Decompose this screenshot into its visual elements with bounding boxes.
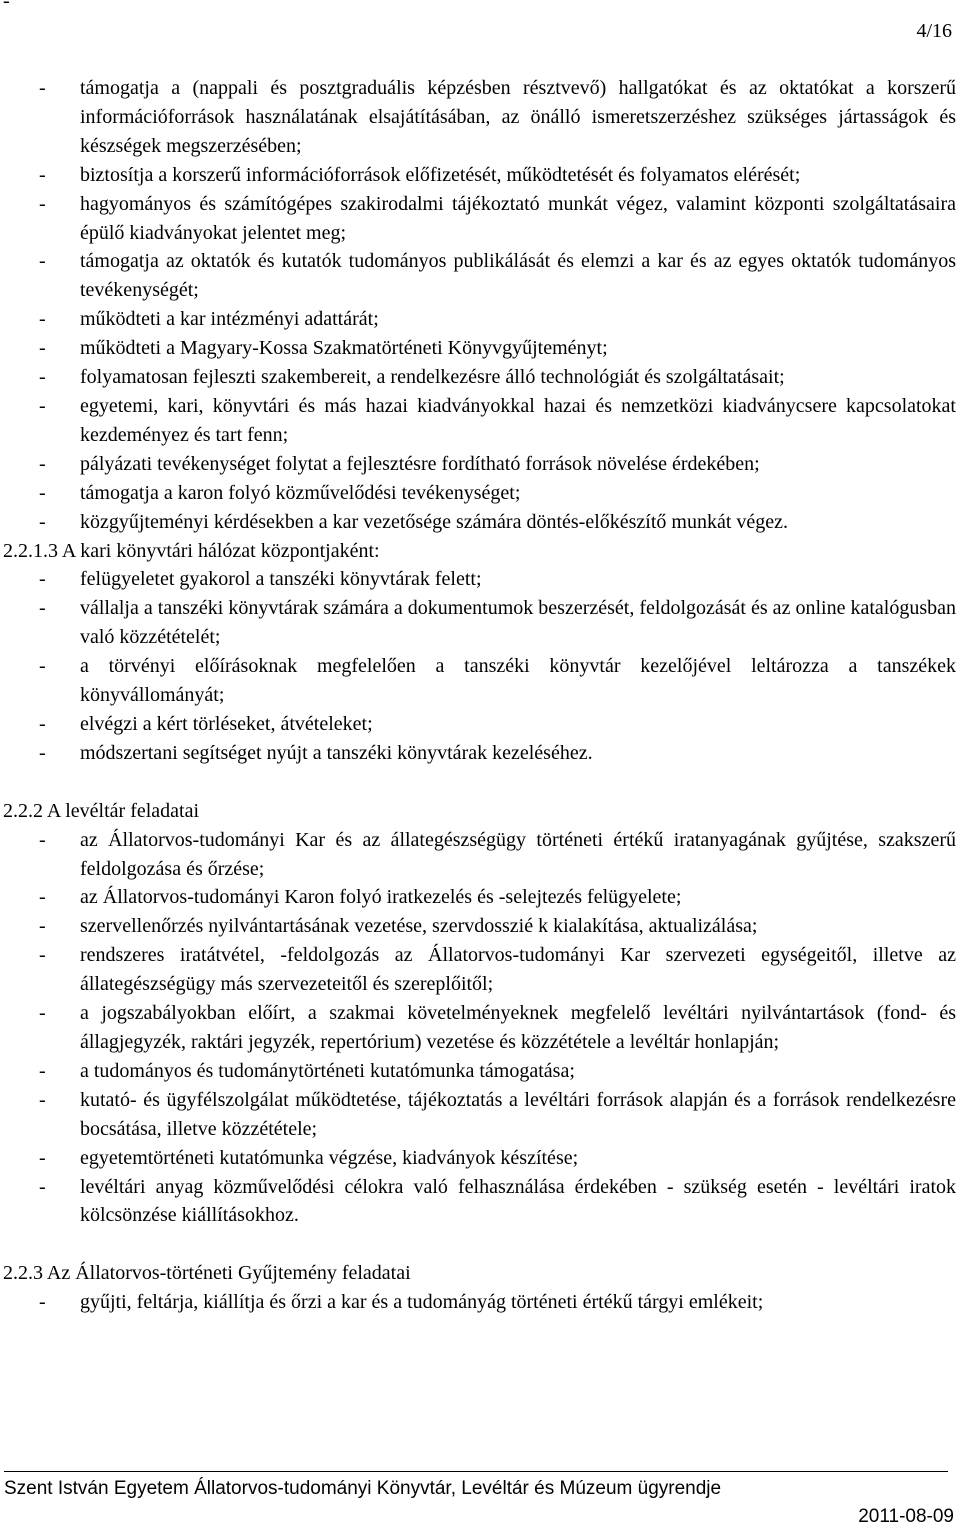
list-item bbox=[0, 508, 960, 537]
section-archive-tasks bbox=[0, 826, 960, 1231]
list-item-text: működteti a kar intézményi adattárát; bbox=[80, 308, 379, 331]
list-item bbox=[0, 710, 960, 739]
list-item-text: gyűjti, feltárja, kiállítja és őrzi a kar és a tudományág történeti értékű tárgyi emlékeit; bbox=[80, 1291, 764, 1314]
section-heading-collection: 2.2.3 Az Állatorvos-történeti Gyűjtemény feladatai bbox=[3, 1262, 411, 1285]
bullet-dash: - bbox=[39, 510, 46, 533]
list-item bbox=[0, 1173, 960, 1231]
bullet-dash: - bbox=[39, 163, 46, 186]
list-item-text: támogatja az oktatók és kutatók tudományos publikálását és elemzi a kar és az egyes oktatók tudományos tevékenységét; bbox=[80, 250, 956, 302]
list-item bbox=[0, 739, 960, 768]
list-item bbox=[0, 161, 960, 190]
list-item bbox=[0, 826, 960, 884]
list-item bbox=[0, 247, 960, 305]
bullet-dash: - bbox=[39, 828, 46, 851]
list-item bbox=[0, 190, 960, 248]
list-item-text: az Állatorvos-tudományi Karon folyó iratkezelés és -selejtezés felügyelete; bbox=[80, 886, 682, 909]
bullet-dash: - bbox=[39, 1291, 46, 1314]
list-item bbox=[0, 392, 960, 450]
list-item-text: támogatja a karon folyó közművelődési tevékenységet; bbox=[80, 481, 521, 504]
bullet-dash: - bbox=[39, 1002, 46, 1025]
bullet-dash: - bbox=[39, 1146, 46, 1169]
list-item bbox=[0, 912, 960, 941]
list-item-text: működteti a Magyary-Kossa Szakmatörténeti Könyvgyűjteményt; bbox=[80, 337, 608, 360]
list-item bbox=[0, 594, 960, 652]
list-item bbox=[0, 999, 960, 1057]
bullet-dash: - bbox=[39, 1088, 46, 1111]
list-item bbox=[0, 565, 960, 594]
list-item bbox=[0, 883, 960, 912]
list-item bbox=[0, 1144, 960, 1173]
bullet-dash: - bbox=[39, 394, 46, 417]
list-item-text: folyamatosan fejleszti szakembereit, a rendelkezésre álló technológiát és szolgáltatásait; bbox=[80, 366, 785, 389]
section-library-network bbox=[0, 565, 960, 767]
document-body bbox=[0, 74, 960, 1317]
list-item-text: vállalja a tanszéki könyvtárak számára a dokumentumok beszerzését, feldolgozását és az online katalógusban való közzétételét; bbox=[80, 597, 956, 649]
list-item bbox=[0, 363, 960, 392]
bullet-dash: - bbox=[39, 366, 46, 389]
section-library-tasks bbox=[0, 74, 960, 537]
section-collection-tasks bbox=[0, 1288, 960, 1317]
list-item bbox=[0, 941, 960, 999]
bullet-dash: - bbox=[39, 597, 46, 620]
bullet-dash: - bbox=[39, 250, 46, 273]
list-item-text: a jogszabályokban előírt, a szakmai követelményeknek megfelelő levéltári nyilvántartások (fond- és állagjegyzék, raktári jegyzék, repertórium) vezetése és közzététele a levéltár honlapján; bbox=[80, 1002, 956, 1053]
list-item-text: szervellenőrzés nyilvántartásának vezetése, szervdosszié k kialakítása, aktualizálása; bbox=[80, 915, 758, 938]
list-item-text: módszertani segítséget nyújt a tanszéki könyvtárak kezeléséhez. bbox=[80, 741, 593, 764]
page-number: 4/16 bbox=[916, 20, 952, 42]
bullet-dash: - bbox=[39, 308, 46, 331]
list-item-text: egyetemi, kari, könyvtári és más hazai kiadványokkal hazai és nemzetközi kiadványcsere kapcsolatokat kezdeményez és tart fenn; bbox=[80, 394, 956, 446]
list-item-text: hagyományos és számítógépes szakirodalmi tájékoztató munkát végez, valamint központi szolgáltatásaira épülő kiadványokat jelentet meg; bbox=[80, 192, 956, 244]
list-item bbox=[0, 1086, 960, 1144]
list-item bbox=[0, 450, 960, 479]
footer-title: Szent István Egyetem Állatorvos-tudományi Könyvtár, Levéltár és Múzeum ügyrendje bbox=[4, 1478, 722, 1499]
list-item bbox=[0, 305, 960, 334]
top-mark: - bbox=[3, 0, 10, 12]
section-heading-library-network: 2.2.1.3 A kari könyvtári hálózat központjaként: bbox=[3, 539, 380, 562]
list-item-text: a tudományos és tudománytörténeti kutatómunka támogatása; bbox=[80, 1059, 575, 1082]
bullet-dash: - bbox=[39, 481, 46, 504]
bullet-dash: - bbox=[39, 568, 46, 591]
bullet-dash: - bbox=[39, 655, 46, 678]
list-item-text: közgyűjteményi kérdésekben a kar vezetősége számára döntés-előkészítő munkát végez. bbox=[80, 510, 789, 533]
list-item bbox=[0, 652, 960, 710]
list-item-text: biztosítja a korszerű információforrások előfizetését, működtetését és folyamatos elérését; bbox=[80, 163, 801, 186]
bullet-dash: - bbox=[39, 886, 46, 909]
list-item bbox=[0, 1057, 960, 1086]
list-item-text: kutató- és ügyfélszolgálat működtetése, tájékoztatás a levéltári források alapján és a források rendelkezésre bocsátása, illetve közzététele; bbox=[80, 1088, 956, 1140]
bullet-dash: - bbox=[39, 77, 46, 99]
section-heading-archive: 2.2.2 A levéltár feladatai bbox=[3, 799, 200, 822]
list-item-text: támogatja a (nappali és posztgraduális képzésben résztvevő) hallgatókat és az oktatókat a korszerű információforrások használatának elsajátításában, az önálló ismeretszerzéshez szükséges jártasságok és készségek megszerzésében; bbox=[80, 77, 956, 157]
bullet-dash: - bbox=[39, 1059, 46, 1082]
list-item bbox=[0, 479, 960, 508]
list-item-text: levéltári anyag közművelődési célokra való felhasználása érdekében - szükség esetén - levéltári iratok kölcsönzése kiállításokhoz. bbox=[80, 1175, 956, 1227]
list-item bbox=[0, 1288, 960, 1317]
bullet-dash: - bbox=[39, 337, 46, 360]
footer-date: 2011-08-09 bbox=[858, 1506, 954, 1527]
bullet-dash: - bbox=[39, 712, 46, 735]
list-item bbox=[0, 74, 960, 161]
list-item-text: a törvényi előírásoknak megfelelően a tanszéki könyvtár kezelőjével leltározza a tanszékek könyvállományát; bbox=[80, 655, 956, 707]
bullet-dash: - bbox=[39, 192, 46, 215]
bullet-dash: - bbox=[39, 741, 46, 764]
footer-divider bbox=[4, 1471, 948, 1472]
list-item-text: rendszeres iratátvétel, -feldolgozás az Állatorvos-tudományi Kar szervezeti egységeitől, illetve az állategészségügy más szervezeteitől és szereplőitől; bbox=[80, 944, 956, 996]
list-item-text: felügyeletet gyakorol a tanszéki könyvtárak felett; bbox=[80, 568, 482, 591]
list-item-text: egyetemtörténeti kutatómunka végzése, kiadványok készítése; bbox=[80, 1146, 579, 1169]
bullet-dash: - bbox=[39, 944, 46, 967]
list-item-text: az Állatorvos-tudományi Kar és az állategészségügy történeti értékű iratanyagának gyűjtése, szakszerű feldolgozása és őrzése; bbox=[80, 828, 956, 880]
bullet-dash: - bbox=[39, 452, 46, 475]
list-item bbox=[0, 334, 960, 363]
bullet-dash: - bbox=[39, 1175, 46, 1198]
list-item-text: pályázati tevékenységet folytat a fejlesztésre fordítható források növelése érdekében; bbox=[80, 452, 760, 475]
bullet-dash: - bbox=[39, 915, 46, 938]
list-item-text: elvégzi a kért törléseket, átvételeket; bbox=[80, 712, 373, 735]
